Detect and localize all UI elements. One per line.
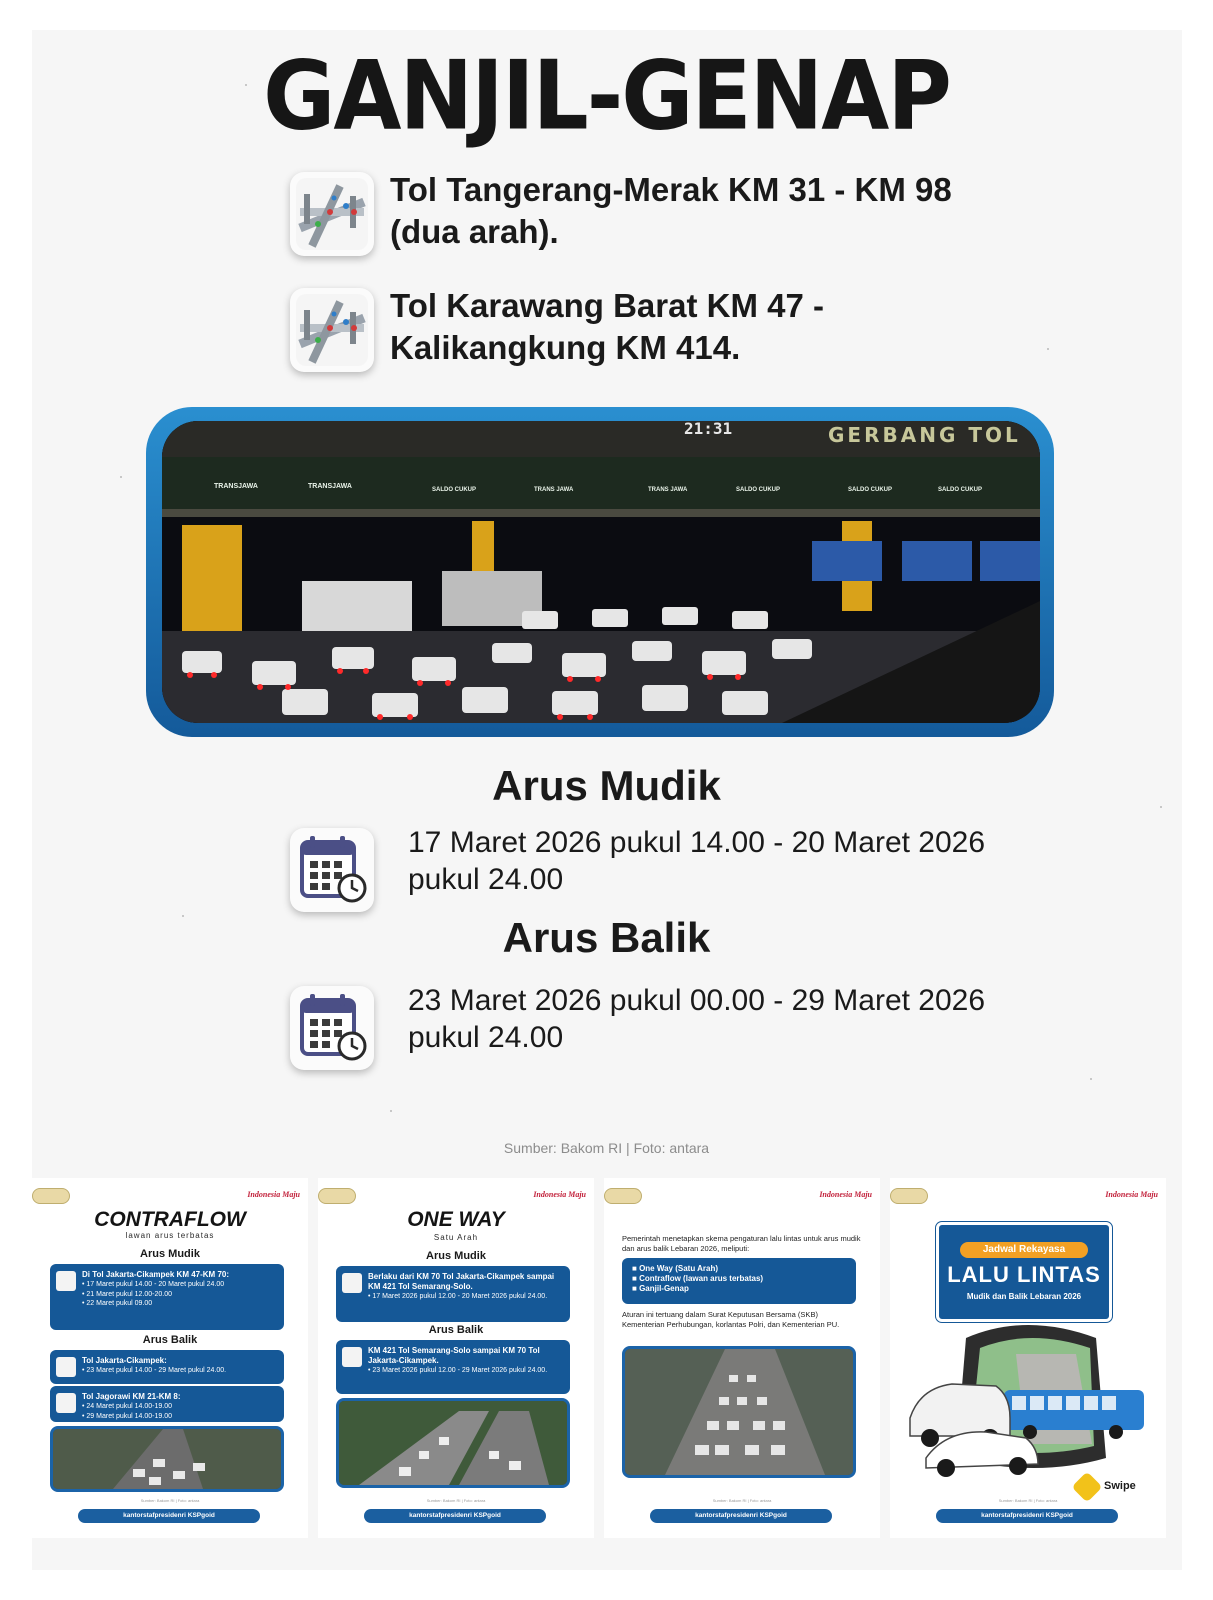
- scheme-item: ■ One Way (Satu Arah): [632, 1264, 719, 1273]
- social-footer: kantorstafpresidenri KSPgoid: [936, 1509, 1118, 1523]
- scheme-list: [622, 1258, 856, 1304]
- toll-gate-photo: [162, 421, 1040, 723]
- qr-code-icon: [56, 1393, 76, 1413]
- thumb-title: CONTRAFLOW: [94, 1208, 246, 1231]
- info-box: [50, 1350, 284, 1384]
- box-title: KM 421 Tol Semarang-Solo sampai KM 70 Tol Jakarta-Cikampek.: [368, 1346, 540, 1365]
- overview-note: Aturan ini tertuang dalam Surat Keputusan Bersama (SKB) Kementerian Perhubungan, korlantas Polri, dan Kementerian PU.: [622, 1310, 840, 1329]
- arus-mudik-schedule: [290, 826, 986, 912]
- car-mirror-illustration: [906, 1318, 1156, 1488]
- qr-code-icon: [342, 1347, 362, 1367]
- box-title: Tol Jagorawi KM 21-KM 8:: [82, 1392, 181, 1401]
- cover-subtitle: Mudik dan Balik Lebaran 2026: [966, 1292, 1082, 1301]
- box-item: • 29 Maret pukul 14.00-19.00: [82, 1412, 173, 1420]
- gate-sign: GERBANG TOL: [828, 423, 1021, 447]
- box-title: Tol Jakarta-Cikampek:: [82, 1356, 167, 1365]
- traffic-jam-photo: [622, 1346, 856, 1478]
- thumbnail-contraflow[interactable]: [32, 1178, 308, 1538]
- calendar-clock-icon: [290, 828, 374, 912]
- arus-mudik-dates: 17 Maret 2026 pukul 14.00 - 20 Maret 2026 pukul 24.00: [408, 826, 986, 896]
- arus-balik-heading: Arus Balik: [502, 914, 711, 961]
- highway-photo: [336, 1398, 570, 1488]
- thumb-source: Sumber: Bakom RI | Foto: antara: [998, 1498, 1058, 1503]
- traffic-photo: [50, 1426, 284, 1492]
- thumbnail-overview[interactable]: [604, 1178, 880, 1538]
- info-box: [336, 1340, 570, 1394]
- route-item: [290, 171, 952, 256]
- lane-sign: TRANS JAWA: [534, 487, 574, 493]
- qr-code-icon: [56, 1271, 76, 1291]
- thumbnail-cover[interactable]: [890, 1178, 1166, 1538]
- brand-label: Indonesia Maju: [247, 1190, 300, 1199]
- lane-sign: SALDO CUKUP: [938, 487, 983, 493]
- qr-code-icon: [56, 1357, 76, 1377]
- info-box: [336, 1266, 570, 1322]
- lane-sign: TRANSJAWA: [214, 483, 258, 490]
- toll-interchange-icon: [290, 172, 374, 256]
- social-footer: kantorstafpresidenri KSPgoid: [78, 1509, 260, 1523]
- thumb-subtitle: lawan arus terbatas: [125, 1231, 215, 1240]
- thumb-heading: Arus Mudik: [426, 1250, 486, 1262]
- box-item: • 17 Maret 2026 pukul 12.00 - 20 Maret 2026 pukul 24.00.: [368, 1293, 548, 1300]
- clock-display: 21:31: [684, 421, 733, 438]
- arus-mudik-heading: Arus Mudik: [492, 762, 721, 809]
- cover-title: LALU LINTAS: [947, 1262, 1101, 1287]
- arus-balik-schedule: [290, 984, 986, 1070]
- thumb-heading: Arus Mudik: [140, 1248, 200, 1260]
- lane-sign: SALDO CUKUP: [432, 487, 477, 493]
- toll-gate-photo-frame: [146, 407, 1054, 737]
- scheme-item: ■ Contraflow (lawan arus terbatas): [632, 1274, 764, 1283]
- social-footer: kantorstafpresidenri KSPgoid: [364, 1509, 546, 1523]
- brand-label: Indonesia Maju: [819, 1190, 872, 1199]
- box-item: • 21 Maret pukul 12.00-20.00: [82, 1290, 173, 1298]
- box-title: Berlaku dari KM 70 Tol Jakarta-Cikampek sampai KM 421 Tol Semarang-Solo.: [368, 1272, 555, 1291]
- route-text: Tol Tangerang-Merak KM 31 - KM 98 (dua arah).: [390, 171, 952, 250]
- qr-code-icon: [342, 1273, 362, 1293]
- swipe-label[interactable]: Swipe: [1104, 1480, 1136, 1492]
- thumb-heading: Arus Balik: [428, 1324, 484, 1336]
- page-title: GANJIL-GENAP: [263, 39, 950, 152]
- social-footer: kantorstafpresidenri KSPgoid: [650, 1509, 832, 1523]
- thumb-source: Sumber: Bakom RI | Foto: antara: [140, 1498, 200, 1503]
- thumb-title: ONE WAY: [407, 1208, 505, 1231]
- lane-sign: SALDO CUKUP: [736, 487, 781, 493]
- overview-intro: Pemerintah menetapkan skema pengaturan lalu lintas untuk arus mudik dan arus balik Lebaran 2026, meliputi:: [622, 1234, 861, 1253]
- ksp-logo: [318, 1188, 356, 1204]
- lane-sign: SALDO CUKUP: [848, 487, 893, 493]
- lane-sign: TRANSJAWA: [308, 483, 352, 490]
- arus-balik-dates: 23 Maret 2026 pukul 00.00 - 29 Maret 2026 pukul 24.00: [408, 984, 986, 1054]
- info-box: [50, 1386, 284, 1422]
- box-item: • 23 Maret 2026 pukul 12.00 - 29 Maret 2026 pukul 24.00.: [368, 1367, 548, 1374]
- source-credit: Sumber: Bakom RI | Foto: antara: [503, 1140, 710, 1156]
- lane-sign: TRANS JAWA: [648, 487, 688, 493]
- cover-badge: Jadwal Rekayasa: [960, 1242, 1088, 1258]
- info-box: [50, 1264, 284, 1330]
- thumbnail-one-way[interactable]: [318, 1178, 594, 1538]
- brand-label: Indonesia Maju: [1105, 1190, 1158, 1199]
- box-item: • 24 Maret pukul 14.00-19.00: [82, 1403, 173, 1410]
- thumb-source: Sumber: Bakom RI | Foto: antara: [712, 1498, 772, 1503]
- calendar-clock-icon: [290, 986, 374, 1070]
- box-title: Di Tol Jakarta-Cikampek KM 47-KM 70:: [82, 1270, 230, 1279]
- brand-label: Indonesia Maju: [533, 1190, 586, 1199]
- route-text: Tol Karawang Barat KM 47 - Kalikangkung KM 414.: [390, 287, 824, 366]
- thumb-subtitle: Satu Arah: [433, 1233, 479, 1242]
- route-item: [290, 287, 824, 372]
- box-item: • 17 Maret pukul 14.00 - 20 Maret pukul 24.00: [82, 1281, 225, 1288]
- box-item: • 22 Maret pukul 09.00: [82, 1300, 153, 1307]
- box-item: • 23 Maret pukul 14.00 - 29 Maret pukul 24.00.: [82, 1367, 227, 1374]
- ksp-logo: [890, 1188, 928, 1204]
- toll-interchange-icon: [290, 288, 374, 372]
- thumb-source: Sumber: Bakom RI | Foto: antara: [426, 1498, 486, 1503]
- ksp-logo: [32, 1188, 70, 1204]
- thumb-heading: Arus Balik: [142, 1334, 198, 1346]
- scheme-item: ■ Ganjil-Genap: [632, 1284, 689, 1293]
- ksp-logo: [604, 1188, 642, 1204]
